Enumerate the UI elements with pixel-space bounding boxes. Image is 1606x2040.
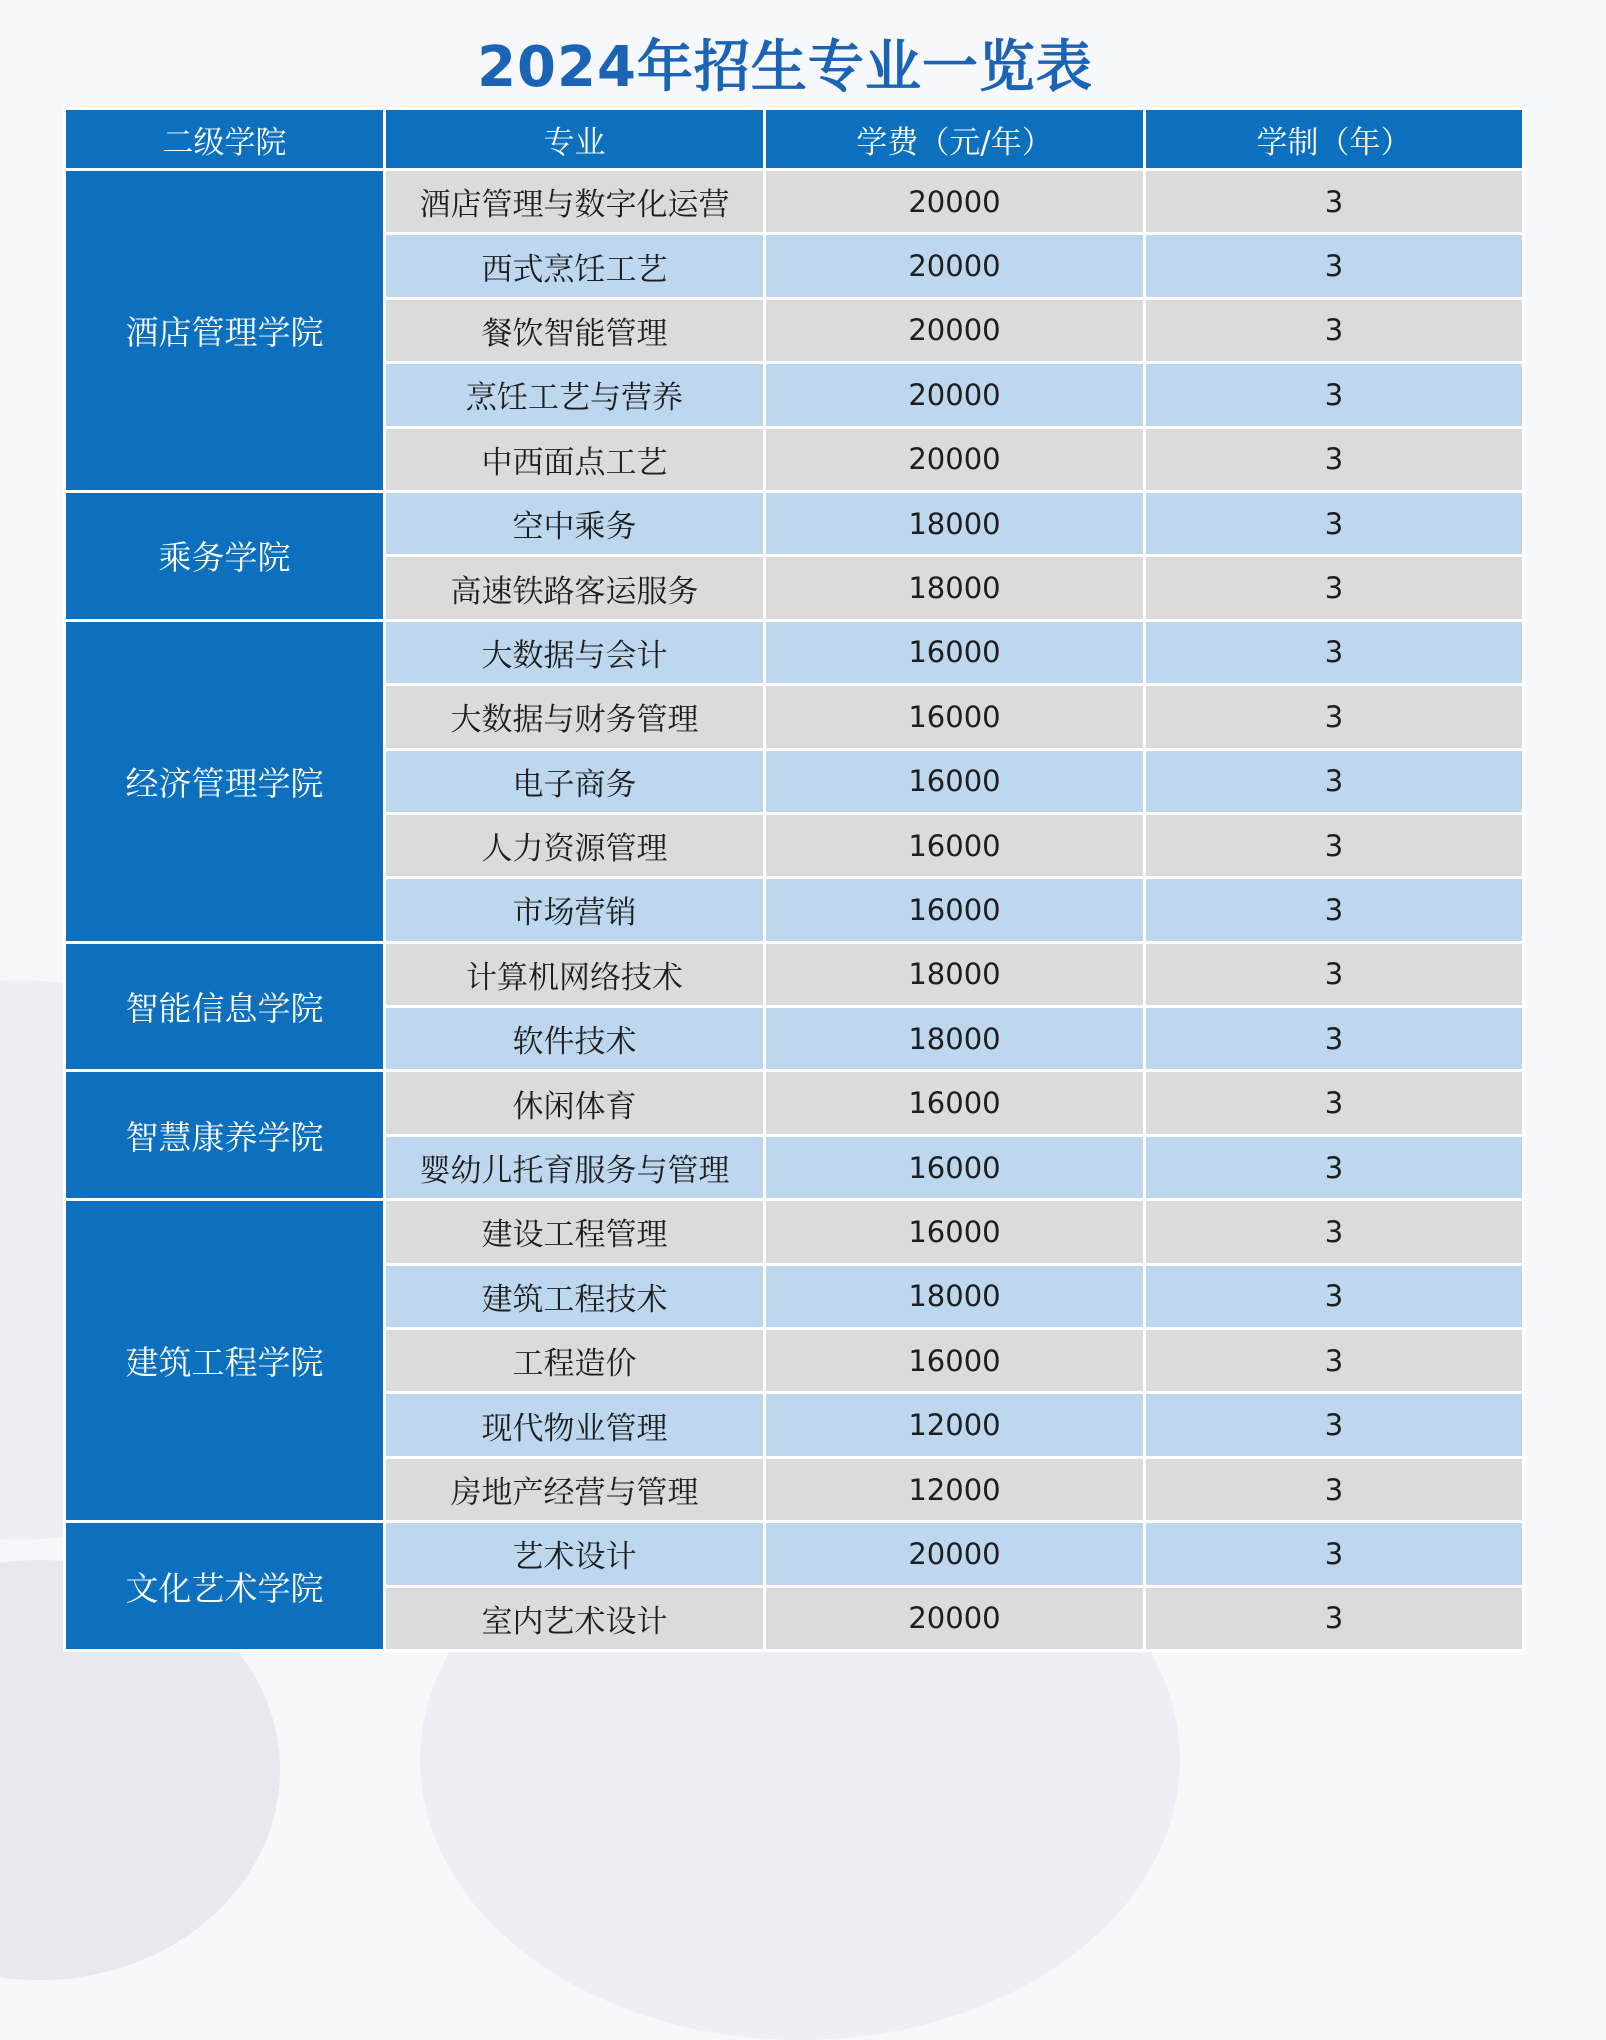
tuition-fee-cell: 20000 bbox=[765, 298, 1145, 362]
tuition-fee-cell: 20000 bbox=[765, 1522, 1145, 1586]
table-row bbox=[65, 1200, 1524, 1264]
table-header-row bbox=[65, 109, 1524, 170]
duration-years-cell: 3 bbox=[1145, 427, 1524, 491]
tuition-fee-cell: 20000 bbox=[765, 234, 1145, 298]
major-name-cell: 市场营销 bbox=[385, 878, 765, 942]
major-name-cell: 餐饮智能管理 bbox=[385, 298, 765, 362]
duration-years-cell: 3 bbox=[1145, 234, 1524, 298]
table-row bbox=[65, 1522, 1524, 1586]
duration-years-cell: 3 bbox=[1145, 1457, 1524, 1521]
tuition-fee-cell: 20000 bbox=[765, 427, 1145, 491]
major-name-cell: 中西面点工艺 bbox=[385, 427, 765, 491]
major-name-cell: 大数据与财务管理 bbox=[385, 685, 765, 749]
major-name-cell: 烹饪工艺与营养 bbox=[385, 363, 765, 427]
tuition-fee-cell: 16000 bbox=[765, 685, 1145, 749]
major-name-cell: 建设工程管理 bbox=[385, 1200, 765, 1264]
tuition-fee-cell: 18000 bbox=[765, 1264, 1145, 1328]
header-major: 专业 bbox=[385, 109, 765, 170]
duration-years-cell: 3 bbox=[1145, 1329, 1524, 1393]
table-row bbox=[65, 491, 1524, 555]
major-name-cell: 西式烹饪工艺 bbox=[385, 234, 765, 298]
major-name-cell: 人力资源管理 bbox=[385, 813, 765, 877]
table-body bbox=[65, 170, 1524, 1651]
major-name-cell: 高速铁路客运服务 bbox=[385, 556, 765, 620]
tuition-fee-cell: 16000 bbox=[765, 620, 1145, 684]
major-name-cell: 大数据与会计 bbox=[385, 620, 765, 684]
college-name-cell: 智能信息学院 bbox=[65, 942, 385, 1071]
duration-years-cell: 3 bbox=[1145, 1200, 1524, 1264]
tuition-fee-cell: 20000 bbox=[765, 363, 1145, 427]
table-row bbox=[65, 1071, 1524, 1135]
major-name-cell: 室内艺术设计 bbox=[385, 1586, 765, 1650]
college-name-cell: 酒店管理学院 bbox=[65, 170, 385, 492]
duration-years-cell: 3 bbox=[1145, 620, 1524, 684]
duration-years-cell: 3 bbox=[1145, 1522, 1524, 1586]
major-name-cell: 软件技术 bbox=[385, 1007, 765, 1071]
header-fee: 学费（元/年） bbox=[765, 109, 1145, 170]
major-name-cell: 工程造价 bbox=[385, 1329, 765, 1393]
tuition-fee-cell: 12000 bbox=[765, 1457, 1145, 1521]
tuition-fee-cell: 20000 bbox=[765, 170, 1145, 234]
major-name-cell: 空中乘务 bbox=[385, 491, 765, 555]
major-name-cell: 休闲体育 bbox=[385, 1071, 765, 1135]
duration-years-cell: 3 bbox=[1145, 1393, 1524, 1457]
duration-years-cell: 3 bbox=[1145, 1007, 1524, 1071]
duration-years-cell: 3 bbox=[1145, 685, 1524, 749]
table-row bbox=[65, 620, 1524, 684]
tuition-fee-cell: 18000 bbox=[765, 1007, 1145, 1071]
duration-years-cell: 3 bbox=[1145, 363, 1524, 427]
duration-years-cell: 3 bbox=[1145, 556, 1524, 620]
college-name-cell: 建筑工程学院 bbox=[65, 1200, 385, 1522]
major-name-cell: 计算机网络技术 bbox=[385, 942, 765, 1006]
header-duration: 学制（年） bbox=[1145, 109, 1524, 170]
table-row bbox=[65, 942, 1524, 1006]
duration-years-cell: 3 bbox=[1145, 298, 1524, 362]
duration-years-cell: 3 bbox=[1145, 942, 1524, 1006]
table-row bbox=[65, 170, 1524, 234]
college-name-cell: 智慧康养学院 bbox=[65, 1071, 385, 1200]
duration-years-cell: 3 bbox=[1145, 878, 1524, 942]
major-name-cell: 建筑工程技术 bbox=[385, 1264, 765, 1328]
major-name-cell: 酒店管理与数字化运营 bbox=[385, 170, 765, 234]
major-name-cell: 婴幼儿托育服务与管理 bbox=[385, 1135, 765, 1199]
tuition-fee-cell: 16000 bbox=[765, 878, 1145, 942]
tuition-fee-cell: 18000 bbox=[765, 491, 1145, 555]
tuition-fee-cell: 20000 bbox=[765, 1586, 1145, 1650]
college-name-cell: 经济管理学院 bbox=[65, 620, 385, 942]
college-name-cell: 文化艺术学院 bbox=[65, 1522, 385, 1651]
major-name-cell: 现代物业管理 bbox=[385, 1393, 765, 1457]
duration-years-cell: 3 bbox=[1145, 170, 1524, 234]
duration-years-cell: 3 bbox=[1145, 1586, 1524, 1650]
majors-table bbox=[63, 107, 1525, 1652]
header-college: 二级学院 bbox=[65, 109, 385, 170]
tuition-fee-cell: 16000 bbox=[765, 1200, 1145, 1264]
tuition-fee-cell: 16000 bbox=[765, 1135, 1145, 1199]
tuition-fee-cell: 16000 bbox=[765, 749, 1145, 813]
page-title: 2024年招生专业一览表 bbox=[477, 35, 1093, 100]
tuition-fee-cell: 18000 bbox=[765, 942, 1145, 1006]
tuition-fee-cell: 16000 bbox=[765, 1071, 1145, 1135]
tuition-fee-cell: 18000 bbox=[765, 556, 1145, 620]
tuition-fee-cell: 12000 bbox=[765, 1393, 1145, 1457]
duration-years-cell: 3 bbox=[1145, 491, 1524, 555]
major-name-cell: 电子商务 bbox=[385, 749, 765, 813]
tuition-fee-cell: 16000 bbox=[765, 813, 1145, 877]
college-name-cell: 乘务学院 bbox=[65, 491, 385, 620]
duration-years-cell: 3 bbox=[1145, 749, 1524, 813]
duration-years-cell: 3 bbox=[1145, 1071, 1524, 1135]
duration-years-cell: 3 bbox=[1145, 813, 1524, 877]
duration-years-cell: 3 bbox=[1145, 1135, 1524, 1199]
major-name-cell: 艺术设计 bbox=[385, 1522, 765, 1586]
tuition-fee-cell: 16000 bbox=[765, 1329, 1145, 1393]
duration-years-cell: 3 bbox=[1145, 1264, 1524, 1328]
major-name-cell: 房地产经营与管理 bbox=[385, 1457, 765, 1521]
